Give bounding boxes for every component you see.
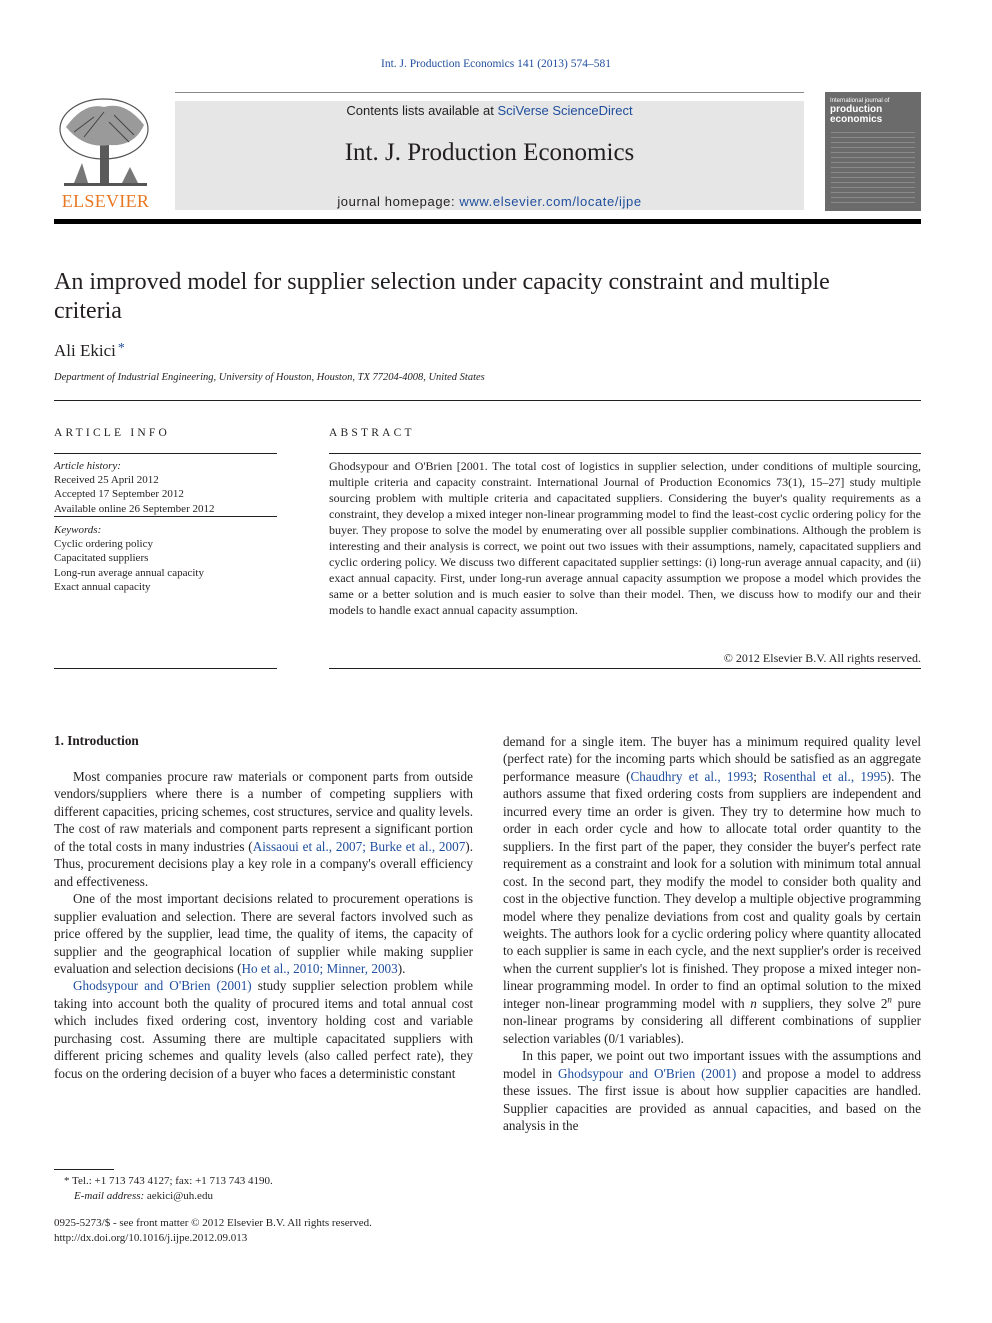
elsevier-wordmark: ELSEVIER [61,191,150,211]
homepage-prefix: journal homepage: [337,194,460,209]
cover-title-line-3: economics [830,114,883,125]
abstract-text: Ghodsypour and O'Brien [2001. The total cost of logistics in supplier selection, under conditions of multiple sourcing, multiple criteria and capacity constraint. International Journal of Production Economics 73(1), 15–27] study multiple sourcing problem with multiple criteria and capacitated suppliers. Considering the buyer's quality requirements as a constraint, they develop a mixed integer non-linear programming model to find the least-cost cyclic ordering policy for the buyer. They propose to solve the model by enumerating over all possible supplier combinations. Although the problem is interesting and their analysis is correct, we point out two issues with their assumptions, namely, capacitated suppliers and cyclic ordering policy. We discuss two different capacitated supplier settings: (i) long-run average annual capacity, and (ii) exact annual capacity. First, under long-run average annual capacity assumption we propose a model which provides the same or a better solution and is much easier to solve than their model. Then, we discuss how to modify our and their models to handle exact annual capacity assumption. [329,459,921,617]
keyword: Cyclic ordering policy [54,538,153,551]
keywords-label: Keywords: [54,524,102,536]
citation-link[interactable]: Ghodsypour and O'Brien (2001) [558,1065,737,1081]
math-variable: n [750,995,757,1011]
section-heading-introduction: 1. Introduction [54,733,139,748]
paragraph-text: In this paper, we point out two important issues with the assumptions and model in [503,1048,921,1081]
paragraph-text: study supplier selection problem while taking into account both the quality of procured items and total annual cost which includes fixed ordering cost, inventory holding cost and variable purchasing cost. Assuming there are multiple capacitated suppliers with different pricing schemes and quality levels (also called perfect rate), they focus on the ordering decision of a buyer who faces a deterministic constant [54,978,473,1081]
journal-cover-thumbnail[interactable] [825,92,921,211]
intro-paragraph-2 [54,890,473,977]
header-top-rule [175,92,804,93]
article-title: An improved model for supplier selection under capacity constraint and multiple criteria [54,269,830,324]
intro-paragraph-5 [503,1047,921,1134]
email-label: E-mail address: [74,1189,145,1202]
doi-link[interactable]: http://dx.doi.org/10.1016/j.ijpe.2012.09.013 [54,1231,248,1244]
paragraph-text: One of the most important decisions related to procurement operations is supplier evaluation and selection. There are several factors involved such as price offered by the supplier, lead time, the quality of items, the capacity of supplier and the geographical location of supplier while making supplier evaluation and selection decisions ( [54,891,473,976]
keyword: Capacitated suppliers [54,552,149,565]
header-bottom-rule [54,219,921,224]
footnote-rule [54,1169,114,1170]
article-history [54,459,277,516]
author-affiliation: Department of Industrial Engineering, University of Houston, Houston, TX 77204-4008, United States [54,372,485,383]
contents-prefix: Contents lists available at [346,103,498,118]
received-date: Received 25 April 2012 [54,474,159,487]
abstract-bottom-rule [329,668,921,669]
citation-link[interactable]: Chaudhry et al., 1993 [630,768,754,784]
footnote-phone: Tel.: +1 713 743 4127; fax: +1 713 743 4190. [69,1175,273,1187]
cover-contents-block [831,132,915,204]
history-rule [54,516,277,517]
journal-header-band [175,101,804,210]
paragraph-text: pure non-linear programs by considering all different combinations of supplier selection variables (0/1 variables). [503,995,921,1046]
online-date: Available online 26 September 2012 [54,502,215,515]
intro-paragraph-4 [503,733,921,1047]
paragraph-text: ). Thus, procurement decisions play a key role in a company's overall efficiency and effectiveness. [54,838,473,889]
title-divider [54,400,921,401]
math-superscript: n [887,994,892,1005]
front-matter-note [54,1216,494,1245]
footnote-mark: * [64,1175,70,1187]
author-footnote [54,1174,473,1203]
email-link[interactable]: aekici@uh.edu [144,1189,213,1202]
paragraph-text: and propose a model to address these issues. The first issue is about how supplier capacities are handled. Supplier capacities are provided as annual capacities, and based on the analysis in the [503,1065,921,1133]
paragraph-text: ). The authors assume that fixed ordering costs from suppliers are independent and incurred every time an order is given. They try to determine how much to order in each order cycle and how to allocate total order quantity to the suppliers. In the first part of the paper, they consider the buyer's perfect rate requirement as a constraint and look for a solution with minimum total annual cost. In the second part, they modify the model to consider both quality and cost in the objective function. They develop a multiple objective programming model where they penalize deviations from cost and quality goals by certain weights. The authors look for a cyclic ordering policy where quantity allocated to each supplier is same in each cycle, and the next supplier's order is received when the current supplier's lot is finished. They propose a mixed integer non-linear programming model. In order to find an optimal solution to the mixed integer non-linear programming model with [503,768,921,1011]
author-footnote-mark[interactable]: * [117,341,125,356]
paragraph-text: demand for a single item. The buyer has a minimum required quality level (perfect rate) for the incoming parts which should be satisfied as an aggregate performance measure ( [503,734,921,784]
cover-title-line-1: International journal of [830,98,890,104]
homepage-link[interactable]: www.elsevier.com/locate/ijpe [459,194,642,209]
intro-left-column [54,768,473,1082]
intro-right-column [503,733,921,1134]
history-label: Article history: [54,460,121,472]
accepted-date: Accepted 17 September 2012 [54,488,184,501]
journal-citation[interactable]: Int. J. Production Economics 141 (2013) 574–581 [381,58,611,70]
contents-line [175,103,804,118]
citation-link[interactable]: Ghodsypour and O'Brien (2001) [73,978,252,994]
tree-logo-icon [54,97,157,192]
article-info-rule [54,453,277,454]
paragraph-text: ). [397,960,406,976]
author-name[interactable]: Ali Ekici [54,341,116,360]
issn-line: 0925-5273/$ - see front matter © 2012 Elsevier B.V. All rights reserved. [54,1217,372,1229]
citation-link[interactable]: Ho et al., 2010; Minner, 2003 [241,960,398,976]
paragraph-text: suppliers, they solve 2 [756,995,888,1011]
homepage-line [175,194,804,209]
abstract-heading: ABSTRACT [329,427,415,439]
journal-title: Int. J. Production Economics [344,139,635,166]
intro-paragraph-3 [54,977,473,1082]
intro-paragraph-1 [54,768,473,890]
author-line [54,341,125,361]
keyword: Long-run average annual capacity [54,566,204,579]
paragraph-text: Most companies procure raw materials or component parts from outside vendors/suppliers where there is a number of competing suppliers with different capacities, pricing schemes, cost structures, service and quality levels. The cost of raw materials and component parts represent a significant portion of the total costs in many industries ( [54,769,473,854]
article-info-heading: ARTICLE INFO [54,427,170,439]
sciencedirect-link[interactable]: SciVerse ScienceDirect [497,103,633,118]
paragraph-text: ; [753,768,764,784]
citation-link[interactable]: Aissaoui et al., 2007; Burke et al., 2007 [252,838,466,854]
abstract-rule [329,453,921,454]
article-info-bottom-rule [54,668,277,669]
copyright-line: © 2012 Elsevier B.V. All rights reserved. [723,651,921,665]
keywords-block [54,523,277,594]
cover-title-line-2: production [830,104,883,115]
elsevier-logo [54,97,157,212]
citation-link[interactable]: Rosenthal et al., 1995 [763,768,887,784]
keyword: Exact annual capacity [54,580,151,593]
